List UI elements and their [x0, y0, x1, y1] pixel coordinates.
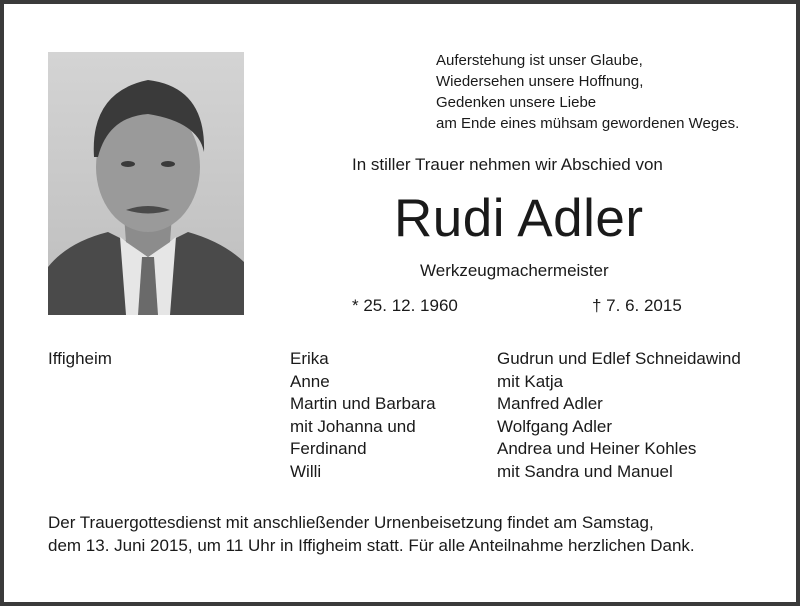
service-announcement [48, 511, 695, 557]
place [48, 348, 112, 371]
mourner-line: Wolfgang Adler [497, 416, 612, 436]
deceased-name: Rudi Adler [394, 189, 644, 248]
mourner-line: Manfred Adler [497, 394, 603, 413]
death-date: † 7. 6. 2015 [592, 296, 682, 315]
profession: Werkzeugmachermeister [420, 261, 609, 280]
mourner-line: Andrea und Heiner Kohles [497, 439, 697, 458]
mourner-line: Ferdinand [290, 439, 367, 458]
poem-line: am Ende eines mühsam gewordenen Weges. [436, 115, 740, 132]
portrait-photo [48, 52, 244, 315]
mourner-line: Erika [290, 349, 329, 368]
mourner-line: mit Johanna und [290, 416, 416, 436]
poem-line: Wiedersehen unsere Hoffnung, [436, 73, 644, 90]
mourners-list-right [497, 348, 741, 483]
poem-line: Gedenken unsere Liebe [436, 94, 597, 111]
service-line: Der Trauergottesdienst mit anschließender Urnenbeisetzung findet am Samstag, [48, 513, 654, 532]
mourner-line: Gudrun und Edlef Schneidawind [497, 349, 741, 368]
mourner-line: Anne [290, 371, 330, 391]
intro-text: In stiller Trauer nehmen wir Abschied von [352, 155, 663, 174]
mourner-line: Martin und Barbara [290, 394, 436, 413]
mourner-line: Willi [290, 461, 322, 481]
mourner-line: mit Sandra und Manuel [497, 461, 673, 481]
mourner-line: mit Katja [497, 371, 564, 391]
obituary-notice [4, 4, 796, 602]
birth-date: * 25. 12. 1960 [352, 296, 458, 315]
mourners-list-middle [290, 348, 436, 483]
service-line: dem 13. Juni 2015, um 11 Uhr in Iffigheim statt. Für alle Anteilnahme herzlichen Dank. [48, 536, 695, 555]
place-name: Iffigheim [48, 349, 112, 368]
poem-line: Auferstehung ist unser Glaube, [436, 52, 643, 69]
poem [436, 50, 739, 134]
